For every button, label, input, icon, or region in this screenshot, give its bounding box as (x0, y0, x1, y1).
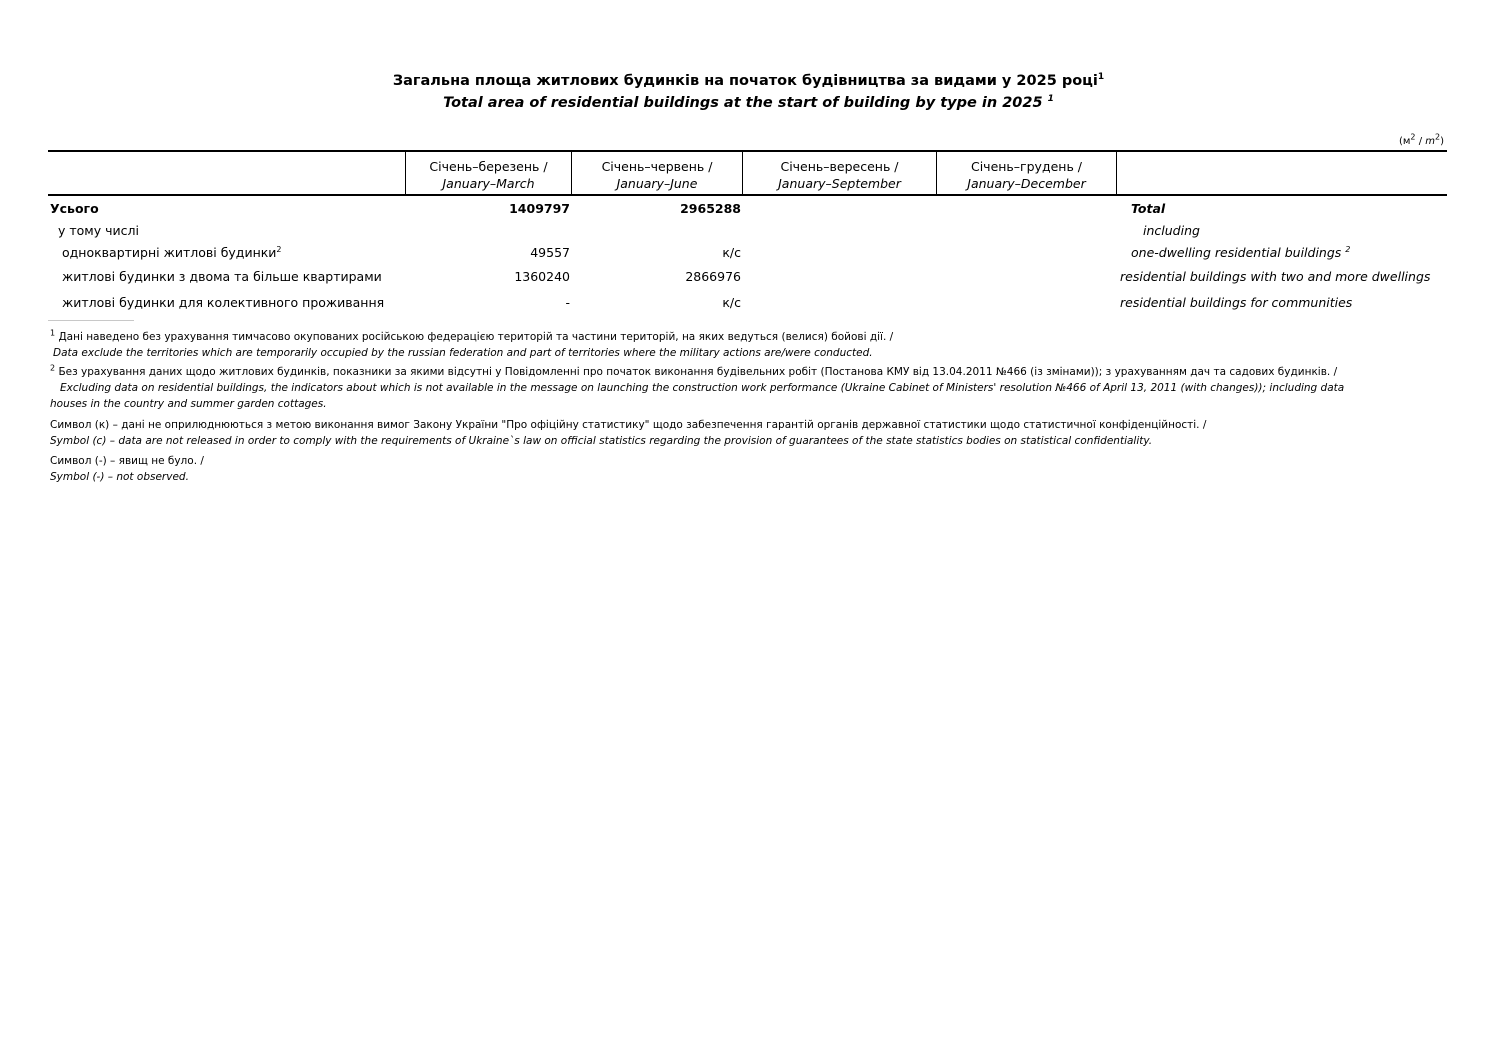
row-label-total: Усього (50, 201, 99, 216)
row-label-communities: житлові будинки для колективного проживання (62, 295, 385, 310)
row-label-one-dwelling: одноквартирні житлові будинки$^2$ (62, 244, 282, 260)
column-divider (1116, 151, 1117, 194)
cell-one-dwelling-h1: к/с (722, 245, 741, 260)
column-header-9m: Січень–вересень / January–September (778, 159, 901, 191)
row-label-communities-en: residential buildings for communities (1120, 295, 1353, 310)
units-label: $(м^2 / m^2)$ (1398, 132, 1444, 147)
table-top-rule (48, 150, 1447, 152)
footnote-confidential-symbol: Символ (к) – дані не оприлюднюються з метою виконання вимог Закону України "Про офіційну статистику" щодо забезпечення гарантій органів державної статистики щодо статистичної конфіденційності. / Symbol (c) – data are not released in order to comply with the requirements of Ukraine`s law on official statistics regarding the provision of guarantees of the state statistics bodies on statistical confidentiality. (50, 419, 1207, 447)
cell-communities-q1: - (565, 295, 570, 310)
row-label-total-en: Total (1131, 201, 1166, 216)
cell-multi-dwelling-h1: 2866976 (685, 269, 741, 284)
row-label-multi-dwelling-en: residential buildings with two and more dwellings (1120, 269, 1431, 284)
cell-one-dwelling-q1: 49557 (530, 245, 570, 260)
footnote-2: $^2$ Без урахування даних щодо житлових будинків, показники за якими відсутні у Повідомленні про початок виконання будівельних робіт (Постанова КМУ від 13.04.2011 №466 (із змінами)); з урахуванням дач та садових будинків. / Excluding data on residential buildings, the indicators about which is not available in the message on launching the construction work performance (Ukraine Cabinet of Ministers' resolution №466 of April 13, 2011 (with changes)); including data houses in the country and summer garden cottages. (50, 363, 1345, 410)
row-label-including-en: including (1143, 223, 1200, 238)
cell-total-q1: 1409797 (509, 201, 570, 216)
title-ukrainian: Загальна площа житлових будинків на початок будівництва за видами у 2025 році$^1$ (392, 72, 1105, 89)
cell-communities-h1: к/с (722, 295, 741, 310)
title-english: Total area of residential buildings at the start of building by type in 2025 $^1$ (443, 94, 1054, 111)
cell-total-h1: 2965288 (680, 201, 741, 216)
table-header-rule (48, 194, 1447, 196)
cell-multi-dwelling-q1: 1360240 (514, 269, 570, 284)
row-label-one-dwelling-en: one-dwelling residential buildings $^2$ (1131, 244, 1351, 260)
footnote-separator (48, 320, 134, 321)
row-label-including: у тому числі (58, 223, 139, 238)
column-header-q1: Січень–березень / January–March (429, 159, 548, 191)
column-header-h1: Січень–червень / January–June (601, 159, 713, 191)
footnote-not-observed-symbol: Символ (-) – явищ не було. / Symbol (-) – not observed. (50, 455, 204, 483)
footnote-1: $^1$ Дані наведено без урахування тимчасово окупованих російською федерацією територій та частини територій, на яких ведуться (велися) бойові дії. / Data exclude the territories which are temporarily occupied by the russian federation and part of territories where the military actions are/were conducted. (50, 328, 894, 359)
row-label-multi-dwelling: житлові будинки з двома та більше квартирами (62, 269, 382, 284)
column-header-year: Січень–грудень / January–December (967, 159, 1086, 191)
